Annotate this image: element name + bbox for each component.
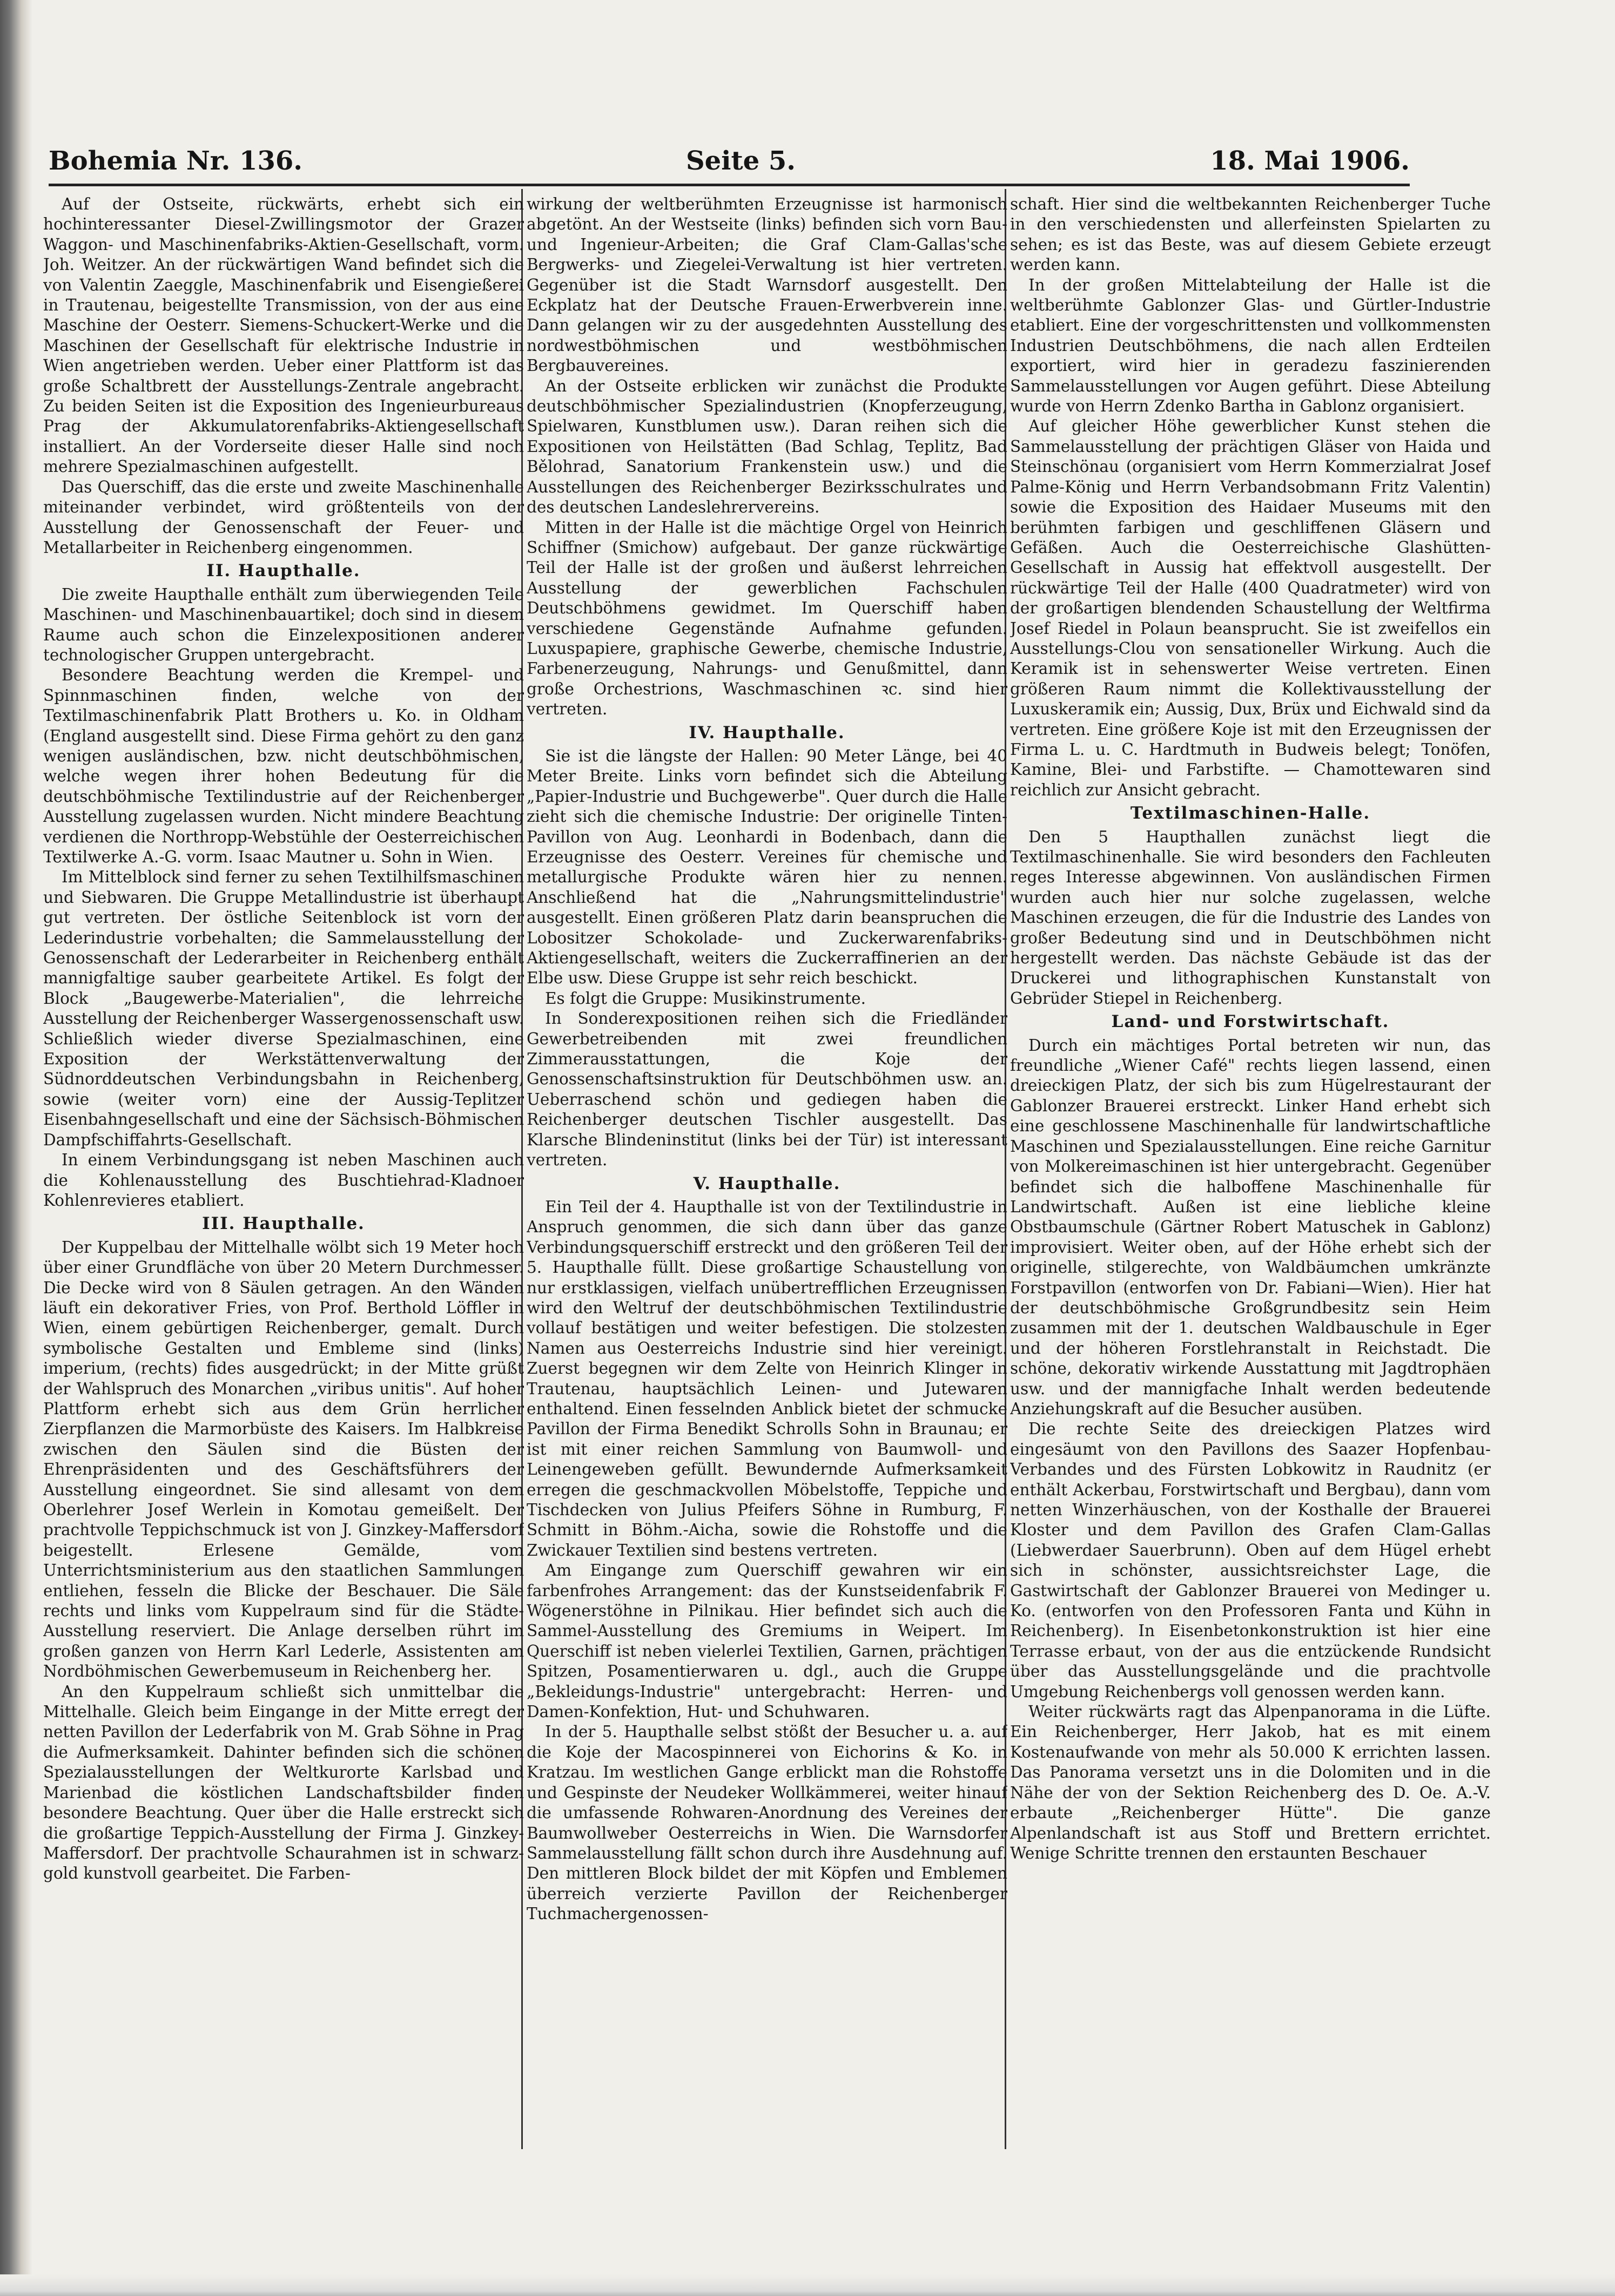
- paragraph: In der großen Mittelabteilung der Halle ist die weltberühmte Gablonzer Glas- und Gürtler-Industrie etabliert. Eine der vorgeschrittensten und vollkommensten Industrien Deutschböhmens, die nach allen Erdteilen exportiert, wird hier in geradezu faszinierenden Sammelausstellungen vor Augen geführt. Diese Abteilung wurde von Herrn Zdenko Bartha in Gablonz organisiert.: [1010, 275, 1491, 416]
- paragraph: wirkung der weltberühmten Erzeugnisse ist harmonisch abgetönt. An der Westseite (links) befinden sich vorn Bau- und Ingenieur-Arbeiten; die Graf Clam-Gallas'sche Bergwerks- und Ziegelei-Verwaltung ist hier vertreten. Gegenüber ist die Stadt Warnsdorf ausgestellt. Den Eckplatz hat der Deutsche Frauen-Erwerbverein inne. Dann gelangen wir zu der ausgedehnten Ausstellung des nordwestböhmischen und westböhmischen Bergbauvereines.: [527, 195, 1007, 375]
- paragraph: Den 5 Haupthallen zunächst liegt die Textilmaschinenhalle. Sie wird besonders den Fachleuten reges Interesse abgewinnen. Von ausländischen Firmen wurden auch hier nur solche zugelassen, welche Maschinen erzeugen, die für die Industrie des Landes von großer Bedeutung sind und in Deutschböhmen nicht hergestellt werden. Das nächste Gebäude ist das der Druckerei und lithographischen Kunstanstalt von Gebrüder Stiepel in Reichenberg.: [1010, 827, 1491, 1008]
- section-heading: II. Haupthalle.: [206, 561, 361, 581]
- section-heading: IV. Haupthalle.: [689, 722, 845, 742]
- paragraph: Am Eingange zum Querschiff gewahren wir ein farbenfrohes Arrangement: das der Kunstseidenfabrik F. Wögenerstöhne in Pilnikau. Hier befindet sich auch die Sammel-Ausstellung des Gremiums in Weipert. Im Querschiff ist neben vielerlei Textilien, Garnen, prächtigen Spitzen, Posamentierwaren u. dgl., auch die Gruppe „Bekleidungs-Industrie" untergebracht: Herren- und Damen-Konfektion, Hut- und Schuhwaren.: [527, 1561, 1007, 1721]
- header-rule: [49, 184, 1410, 186]
- paragraph: Im Mittelblock sind ferner zu sehen Textilhilfsmaschinen und Siebwaren. Die Gruppe Metallindustrie ist überhaupt gut vertreten. Der östliche Seitenblock ist vorn der Lederindustrie vorbehalten; die Sammelausstellung der Genossenschaft der Lederarbeiter in Reichenberg enthält mannigfaltige sauber gearbeitete Artikel. Es folgt der Block „Baugewerbe-Materialien", die lehrreiche Ausstellung der Reichenberger Wassergenossenschaft usw. Schließlich wieder diverse Spezialmaschinen, eine Exposition der Werkstättenverwaltung der Südnorddeutschen Verbindungsbahn in Reichenberg, sowie (weiter vorn) eine der Aussig-Teplitzer Eisenbahngesellschaft und eine der Sächsisch-Böhmischen Dampfschiffahrts-Gesellschaft.: [43, 868, 524, 1149]
- paper-issue: Bohemia Nr. 136.: [49, 146, 302, 176]
- section-heading: III. Haupthalle.: [202, 1214, 365, 1234]
- section-heading: Land- und Forstwirtschaft.: [1111, 1012, 1390, 1032]
- running-header: [49, 146, 1410, 189]
- section-heading: V. Haupthalle.: [693, 1173, 841, 1193]
- paragraph: Die zweite Haupthalle enthält zum überwiegenden Teile Maschinen- und Maschinenbauartikel; doch sind in diesem Raume auch schon die Einzelexpositionen anderer technologischer Gruppen untergebracht.: [43, 585, 524, 664]
- paragraph: Die rechte Seite des dreieckigen Platzes wird eingesäumt von den Pavillons des Saazer Hopfenbau-Verbandes und des Fürsten Lobkowitz in Raudnitz (er enthält Ackerbau, Forstwirtschaft und Bergbau), dann vom netten Winzerhäuschen, von der Kosthalle der Brauerei Kloster und dem Pavillon des Grafen Clam-Gallas (Liebwerdaer Sauerbrunn). Oben auf dem Hügel erhebt sich in schönster, aussichtsreichster Lage, die Gastwirtschaft der Gablonzer Brauerei von Medinger u. Ko. (entworfen von den Professoren Fanta und Kühn in Reichenberg). In Eisenbetonkonstruktion ist hier eine Terrasse erbaut, von der aus die entzückende Rundsicht über das Ausstellungsgelände und die prachtvolle Umgebung Reichenbergs voll genossen werden kann.: [1010, 1420, 1491, 1701]
- column-3: [1010, 194, 1491, 2155]
- paragraph: Sie ist die längste der Hallen: 90 Meter Länge, bei 40 Meter Breite. Links vorn befindet sich die Abteilung „Papier-Industrie und Buchgewerbe". Quer durch die Halle zieht sich die chemische Industrie: Der originelle Tinten-Pavillon von Aug. Leonhardi in Bodenbach, dann die Erzeugnisse des Oesterr. Vereines für chemische und metallurgische Produkte wären hier zu nennen. Anschließend hat die „Nahrungsmittelindustrie" ausgestellt. Einen größeren Platz darin beanspruchen die Lobositzer Schokolade- und Zuckerwarenfabriks-Aktiengesellschaft, weiters die Zuckerraffinerien an der Elbe usw. Diese Gruppe ist sehr reich beschickt.: [527, 746, 1007, 988]
- paragraph: Das Querschiff, das die erste und zweite Maschinenhalle miteinander verbindet, wird größtenteils von der Ausstellung der Genossenschaft der Feuer- und Metallarbeiter in Reichenberg eingenommen.: [43, 477, 524, 557]
- section-heading: Textilmaschinen-Halle.: [1130, 803, 1371, 823]
- paragraph: In der 5. Haupthalle selbst stößt der Besucher u. a. auf die Koje der Macospinnerei von Eichorins & Ko. in Kratzau. Im westlichen Gange erblickt man die Rohstoffe und Gespinste der Neudeker Wollkämmerei, weiter hinauf die umfassende Rohwaren-Anordnung des Vereines der Baumwollweber Oesterreichs in Wien. Die Warnsdorfer Sammelausstellung fällt schon durch ihre Ausdehnung auf. Den mittleren Block bildet der mit Köpfen und Emblemen überreich verzierte Pavillon der Reichenberger Tuchmachergenossen-: [527, 1723, 1007, 1923]
- paragraph: In Sonderexpositionen reihen sich die Friedländer Gewerbetreibenden mit zwei freundlichen Zimmerausstattungen, die Koje der Genossenschaftsinstruktion für Deutschböhmen usw. an. Ueberraschend schön und gediegen haben die Reichenberger deutschen Tischler ausgestellt. Das Klarsche Blindeninstitut (links bei der Tür) ist interessant vertreten.: [527, 1009, 1007, 1170]
- paragraph: Auf der Ostseite, rückwärts, erhebt sich ein hochinteressanter Diesel-Zwillingsmotor der Grazer Waggon- und Maschinenfabriks-Aktien-Gesellschaft, vorm. Joh. Weitzer. An der rückwärtigen Wand befindet sich die von Valentin Zaeggle, Maschinenfabrik und Eisengießerei in Trautenau, beigestellte Transmission, von der aus eine Maschine der Oesterr. Siemens-Schuckert-Werke und die Maschinen der Gesellschaft für elektrische Industrie in Wien angetrieben werden. Ueber einer Plattform ist das große Schaltbrett der Ausstellungs-Zentrale angebracht. Zu beiden Seiten ist die Exposition des Ingenieurbureaus Prag der Akkumulatorenfabriks-Aktiengesellschaft installiert. An der Vorderseite dieser Halle sind noch mehrere Spezialmaschinen aufgestellt.: [43, 195, 524, 476]
- page-binding-shadow: [0, 0, 32, 2296]
- paragraph: An der Ostseite erblicken wir zunächst die Produkte deutschböhmischer Spezialindustrien (Knopferzeugung, Spielwaren, Kunstblumen usw.). Daran reihen sich die Expositionen von Heilstätten (Bad Schlag, Teplitz, Bad Bělohrad, Sanatorium Frankenstein usw.) und die Ausstellungen des Reichenberger Bezirksschulrates und des deutschen Landeslehrervereins.: [527, 376, 1007, 517]
- paragraph: Auf gleicher Höhe gewerblicher Kunst stehen die Sammelausstellung der prächtigen Gläser von Haida und Steinschönau (organisiert vom Herrn Kommerzialrat Josef Palme-König und Herrn Verbandsobmann Fritz Valentin) sowie die Exposition des Haidaer Museums mit den berühmten farbigen und geschliffenen Gläsern und Gefäßen. Auch die Oesterreichische Glashütten-Gesellschaft in Aussig hat effektvoll ausgestellt. Der rückwärtige Teil der Halle (400 Quadratmeter) wird von der großartigen blendenden Schaustellung der Weltfirma Josef Riedel in Polaun beansprucht. Sie ist zweifellos ein Ausstellungs-Clou von sensationeller Wirkung. Auch die Keramik ist in sehenswerter Weise vertreten. Einen größeren Raum nimmt die Kollektivausstellung der Luxuskeramik ein; Aussig, Dux, Brüx und Eichwald sind da vertreten. Eine größere Koje ist mit den Erzeugnissen der Firma L. u. C. Hardtmuth in Budweis belegt; Tonöfen, Kamine, Blei- und Farbstifte. — Chamottewaren sind reichlich zur Ansicht gebracht.: [1010, 417, 1491, 799]
- page-number: Seite 5.: [686, 146, 796, 176]
- paragraph: Weiter rückwärts ragt das Alpenpanorama in die Lüfte. Ein Reichenberger, Herr Jakob, hat es mit einem Kostenaufwande von mehr als 50.000 K errichten lassen. Das Panorama versetzt uns in die Dolomiten und in die Nähe der von der Sektion Reichenberg des D. Oe. A.-V. erbaute „Reichenberger Hütte". Die ganze Alpenlandschaft ist aus Stoff und Brettern errichtet. Wenige Schritte trennen den erstaunten Beschauer: [1010, 1703, 1491, 1862]
- paragraph: An den Kuppelraum schließt sich unmittelbar die Mittelhalle. Gleich beim Eingange in der Mitte erregt der netten Pavillon der Lederfabrik von M. Grab Söhne in Prag die Aufmerksamkeit. Dahinter befinden sich die schönen Spezialausstellungen der Weltkurorte Karlsbad und Marienbad die köstlichen Landschaftsbilder finden besondere Beachtung. Quer über die Halle erstreckt sich die großartige Teppich-Ausstellung der Firma J. Ginzkey-Maffersdorf. Der prachtvolle Schaurahmen ist in schwarz-gold kunstvoll gearbeitet. Die Farben-: [43, 1682, 524, 1883]
- paragraph: Ein Teil der 4. Haupthalle ist von der Textilindustrie in Anspruch genommen, die sich dann über das ganze Verbindungsquerschiff erstreckt und den größeren Teil der 5. Haupthalle füllt. Diese großartige Schaustellung von nur erstklassigen, vielfach unübertrefflichen Erzeugnissen wird den Weltruf der deutschböhmischen Textilindustrie vollauf bestätigen und weiter befestigen. Die stolzesten Namen aus Oesterreichs Industrie sind hier vereinigt. Zuerst begegnen wir dem Zelte von Heinrich Klinger in Trautenau, hauptsächlich Leinen- und Jutewaren enthaltend. Einen fesselnden Anblick bietet der schmucke Pavillon der Firma Benedikt Schrolls Sohn in Braunau; er ist mit einer reichen Sammlung von Baumwoll- und Leinengeweben gefüllt. Bewundernde Aufmerksamkeit erregen die geschmackvollen Möbelstoffe, Teppiche und Tischdecken von Julius Pfeifers Söhne in Rumburg, F. Schmitt in Böhm.-Aicha, sowie die Rohstoffe und die Zwickauer Textilien sind bestens vertreten.: [527, 1197, 1007, 1559]
- column-2: [527, 194, 1007, 2155]
- paragraph: schaft. Hier sind die weltbekannten Reichenberger Tuche in den verschiedensten und allerfeinsten Spielarten zu sehen; es ist das Beste, was auf diesem Gebiete erzeugt werden kann.: [1010, 195, 1491, 274]
- paragraph: Der Kuppelbau der Mittelhalle wölbt sich 19 Meter hoch über einer Grundfläche von über 20 Metern Durchmesser. Die Decke wird von 8 Säulen getragen. An den Wänden läuft ein dekorativer Fries, von Prof. Berthold Löffler in Wien, einem gebürtigen Reichenberger, gemalt. Durch symbolische Gestalten und Embleme sind (links) imperium, (rechts) fides ausgedrückt; in der Mitte grüßt der Wahlspruch des Monarchen „viribus unitis". Auf hoher Plattform erhebt sich aus dem Grün herrlicher Zierpflanzen die Marmorbüste des Kaisers. Im Halbkreise zwischen den Säulen sind die Büsten der Ehrenpräsidenten und des Geschäftsführers der Ausstellung eingeordnet. Sie sind allesamt von dem Oberlehrer Josef Werlein in Komotau gemeißelt. Der prachtvolle Teppichschmuck ist von J. Ginzkey-Maffersdorf beigestellt. Erlesene Gemälde, vom Unterrichtsministerium aus den staatlichen Sammlungen entliehen, fesseln die Blicke der Beschauer. Die Säle rechts und links vom Kuppelraum sind für die Städte-Ausstellung reserviert. Die Anlage derselben rührt im großen ganzen von Herrn Karl Lederle, Assistenten am Nordböhmischen Gewerbemuseum in Reichenberg her.: [43, 1238, 524, 1681]
- page-bottom-edge: [0, 2274, 1615, 2296]
- column-1: [43, 194, 524, 2155]
- paragraph: Besondere Beachtung werden die Krempel- und Spinnmaschinen finden, welche von der Textilmaschinenfabrik Platt Brothers u. Ko. in Oldham (England ausgestellt sind. Diese Firma gehört zu den ganz wenigen ausländischen, bzw. nicht deutschböhmischen, welche wegen ihrer hohen Bedeutung für die deutschböhmische Textilindustrie auf der Reichenberger Ausstellung zugelassen wurden. Nicht mindere Beachtung verdienen die Northropp-Webstühle der Oesterreichischen Textilwerke A.-G. vorm. Isaac Mautner u. Sohn in Wien.: [43, 666, 524, 866]
- paragraph: Mitten in der Halle ist die mächtige Orgel von Heinrich Schiffner (Smichow) aufgebaut. Der ganze rückwärtige Teil der Halle ist der großen und äußerst lehrreichen Ausstellung der gewerblichen Fachschulen Deutschböhmens gewidmet. Im Querschiff haben verschiedene Gegenstände Aufnahme gefunden. Luxuspapiere, graphische Gewerbe, chemische Industrie, Farbenerzeugung, Nahrungs- und Genußmittel, dann große Orchestrions, Waschmaschinen ꝛc. sind hier vertreten.: [527, 518, 1007, 719]
- paragraph: Durch ein mächtiges Portal betreten wir nun, das freundliche „Wiener Café" rechts liegen lassend, einen dreieckigen Platz, der sich bis zum Hügelrestaurant der Gablonzer Brauerei erstreckt. Linker Hand erhebt sich eine geschlossene Maschinenhalle für landwirtschaftliche Maschinen und Spezialausstellungen. Eine reiche Garnitur von Molkereimaschinen ist hier untergebracht. Gegenüber befindet sich die halboffene Maschinenhalle für Landwirtschaft. Außen ist eine liebliche kleine Obstbaumschule (Gärtner Robert Matuschek in Gablonz) improvisiert. Weiter oben, auf der Höhe erhebt sich der originelle, stilgerechte, von Waldbäumchen umkränzte Forstpavillon (entworfen von Dr. Fabiani—Wien). Hier hat der deutschböhmische Großgrundbesitz sein Heim zusammen mit der 1. deutschen Waldbauschule in Eger und der höheren Forstlehranstalt in Reichstadt. Die schöne, dekorativ wirkende Ausstattung mit Jagdtrophäen usw. und der mannigfache Inhalt werden bedeutende Anziehungskraft auf die Besucher ausüben.: [1010, 1036, 1491, 1418]
- issue-date: 18. Mai 1906.: [1210, 146, 1410, 176]
- paragraph: Es folgt die Gruppe: Musikinstrumente.: [545, 989, 866, 1008]
- paragraph: In einem Verbindungsgang ist neben Maschinen auch die Kohlenausstellung des Buschtiehrad-Kladnoer Kohlenrevieres etabliert.: [43, 1151, 524, 1210]
